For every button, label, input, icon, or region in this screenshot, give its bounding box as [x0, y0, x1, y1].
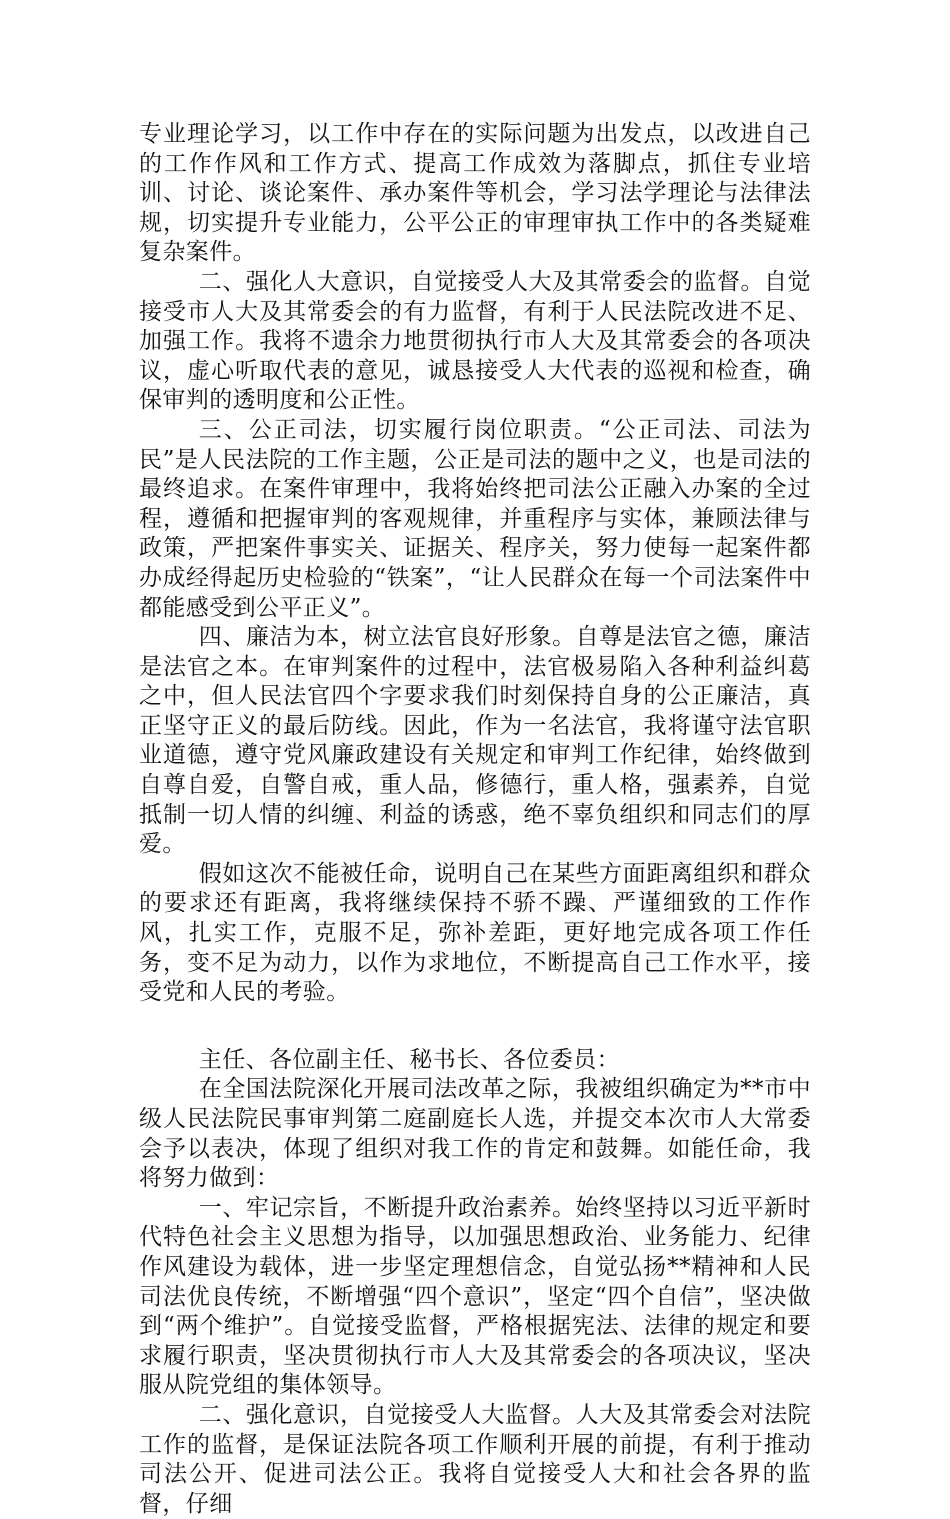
paragraph-closing: 假如这次不能被任命，说明自己在某些方面距离组织和群众的要求还有距离，我将继续保持不骄不躁、严谨细致的工作作风，扎实工作，克服不足，弥补差距，更好地完成各项工作任务，变不足为动力，以作为求地位，不断提高自己工作水平，接受党和人民的考验。	[139, 860, 811, 1006]
paragraph-point-2: 二、强化意识，自觉接受人大监督。人大及其常委会对法院工作的监督，是保证法院各项工作顺利开展的前提，有利于推动司法公开、促进司法公正。我将自觉接受人大和社会各界的监督，仔细	[139, 1401, 811, 1517]
paragraph-continuation: 专业理论学习，以工作中存在的实际问题为出发点，以改进自己的工作作风和工作方式、提高工作成效为落脚点，抓住专业培训、讨论、谈论案件、承办案件等机会，学习法学理论与法律法规，切实提升专业能力，公平公正的审理审执工作中的各类疑难复杂案件。	[139, 121, 811, 266]
section-gap	[139, 1008, 811, 1046]
paragraph-intro: 在全国法院深化开展司法改革之际，我被组织确定为**市中级人民法院民事审判第二庭副庭长人选，并提交本次市人大常委会予以表决，体现了组织对我工作的肯定和鼓舞。如能任命，我将努力做到：	[139, 1076, 811, 1192]
document-body	[139, 120, 811, 1519]
paragraph-section-3: 三、公正司法，切实履行岗位职责。“公正司法、司法为民”是人民法院的工作主题，公正是司法的题中之义，也是司法的最终追求。在案件审理中，我将始终把司法公正融入办案的全过程，遵循和把握审判的客观规律，并重程序与实体，兼顾法律与政策，严把案件事实关、证据关、程序关，努力使每一起案件都办成经得起历史检验的“铁案”，“让人民群众在每一个司法案件中都能感受到公平正义”。	[139, 416, 811, 621]
salutation: 主任、各位副主任、秘书长、各位委员：	[198, 1046, 620, 1073]
paragraph-section-2: 二、强化人大意识，自觉接受人大及其常委会的监督。自觉接受市人大及其常委会的有力监督，有利于人民法院改进不足、加强工作。我将不遗余力地贯彻执行市人大及其常委会的各项决议，虚心听取代表的意见，诚恳接受人大代表的巡视和检查，确保审判的透明度和公正性。	[139, 268, 811, 414]
paragraph-point-1: 一、牢记宗旨，不断提升政治素养。始终坚持以习近平新时代特色社会主义思想为指导，以加强思想政治、业务能力、纪律作风建设为载体，进一步坚定理想信念，自觉弘扬**精神和人民司法优良传统，不断增强“四个意识”，坚定“四个自信”，坚决做到“两个维护”。自觉接受监督，严格根据宪法、法律的规定和要求履行职责，坚决贯彻执行市人大及其常委会的各项决议，坚决服从院党组的集体领导。	[139, 1194, 811, 1399]
paragraph-section-4: 四、廉洁为本，树立法官良好形象。自尊是法官之德，廉洁是法官之本。在审判案件的过程中，法官极易陷入各种利益纠葛之中，但人民法官四个字要求我们时刻保持自身的公正廉洁，真正坚守正义的最后防线。因此，作为一名法官，我将谨守法官职业道德，遵守党风廉政建设有关规定和审判工作纪律，始终做到自尊自爱，自警自戒，重人品，修德行，重人格，强素养，自觉抵制一切人情的纠缠、利益的诱惑，绝不辜负组织和同志们的厚爱。	[139, 624, 811, 858]
